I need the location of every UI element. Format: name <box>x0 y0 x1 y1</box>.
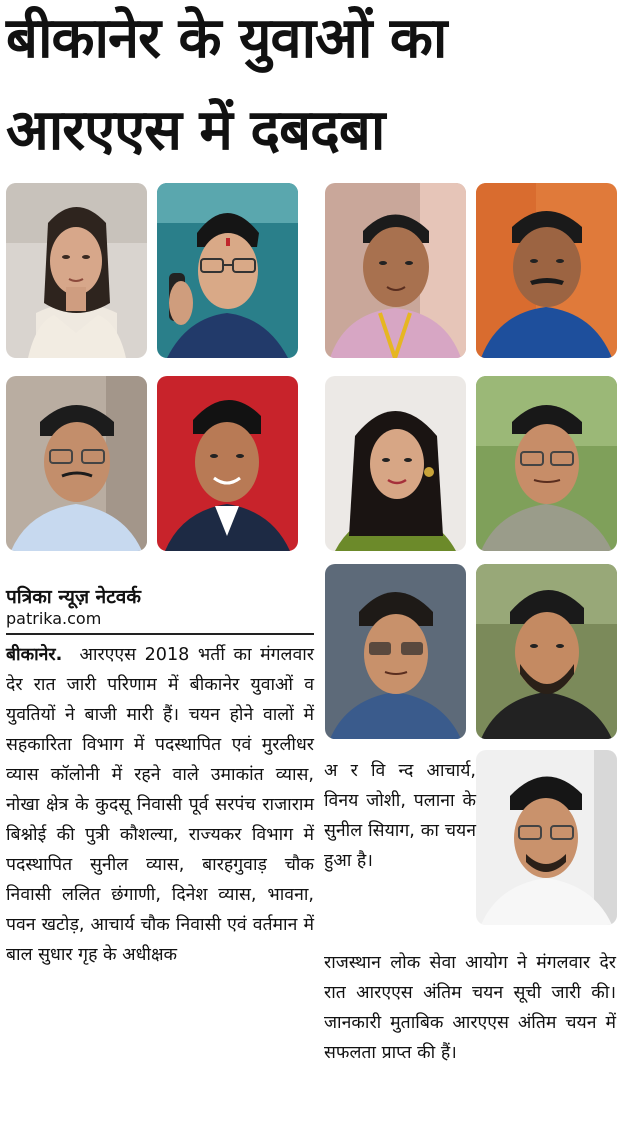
headline-line-1: बीकानेर के युवाओं का <box>6 6 447 71</box>
portrait-photo <box>157 183 298 358</box>
portrait-photo <box>6 376 147 551</box>
dateline: बीकानेर. <box>6 645 63 665</box>
headline-line-2: आरएएस में दबदबा <box>6 98 385 163</box>
article-column-bottom: राजस्थान लोक सेवा आयोग ने मंगलवार देर रात आरएएस अंतिम चयन सूची जारी की। जानकारी मुताबिक आरएएस अंतिम चयन में सफलता प्राप्त की हैं। <box>324 953 616 1063</box>
portrait-photo <box>476 376 617 551</box>
portrait-photo <box>476 564 617 739</box>
portrait-photo <box>325 183 466 358</box>
article-column-left <box>6 640 314 1120</box>
portrait-photo <box>325 376 466 551</box>
portrait-photo <box>476 183 617 358</box>
portrait-photo <box>325 564 466 739</box>
portrait-photo <box>476 750 617 925</box>
portrait-photo <box>6 183 147 358</box>
article-column-mid: अ र वि न्द आचार्य, विनय जोशी, पलाना के सुनील सियाग, का चयन हुआ है। <box>324 761 476 871</box>
byline-agency: पत्रिका न्यूज़ नेटवर्क <box>6 586 141 608</box>
article-text-left: आरएएस 2018 भर्ती का मंगलवार देर रात जारी परिणाम में बीकानेर युवाओं व युवतियों ने बाजी मारी हैं। चयन होने वालों में सहकारिता विभाग में पदस्थापित एवं मुरलीधर व्यास कॉलोनी में रहने वाले उमाकांत व्यास, नोखा क्षेत्र के कुदसू निवासी पूर्व सरपंच राजाराम बिश्नोई की पुत्री कौशल्या, राज्यकर विभाग में पदस्थापित सुनील व्यास, बारहगुवाड़ चौक निवासी ललित छंगाणी, दिनेश व्यास, भावना, पवन खटोड़, आचार्य चौक निवासी एवं वर्तमान में बाल सुधार गृह के अधीक्षक <box>6 645 314 965</box>
portrait-photo <box>157 376 298 551</box>
divider <box>6 633 314 635</box>
byline-site: patrika.com <box>6 609 102 628</box>
